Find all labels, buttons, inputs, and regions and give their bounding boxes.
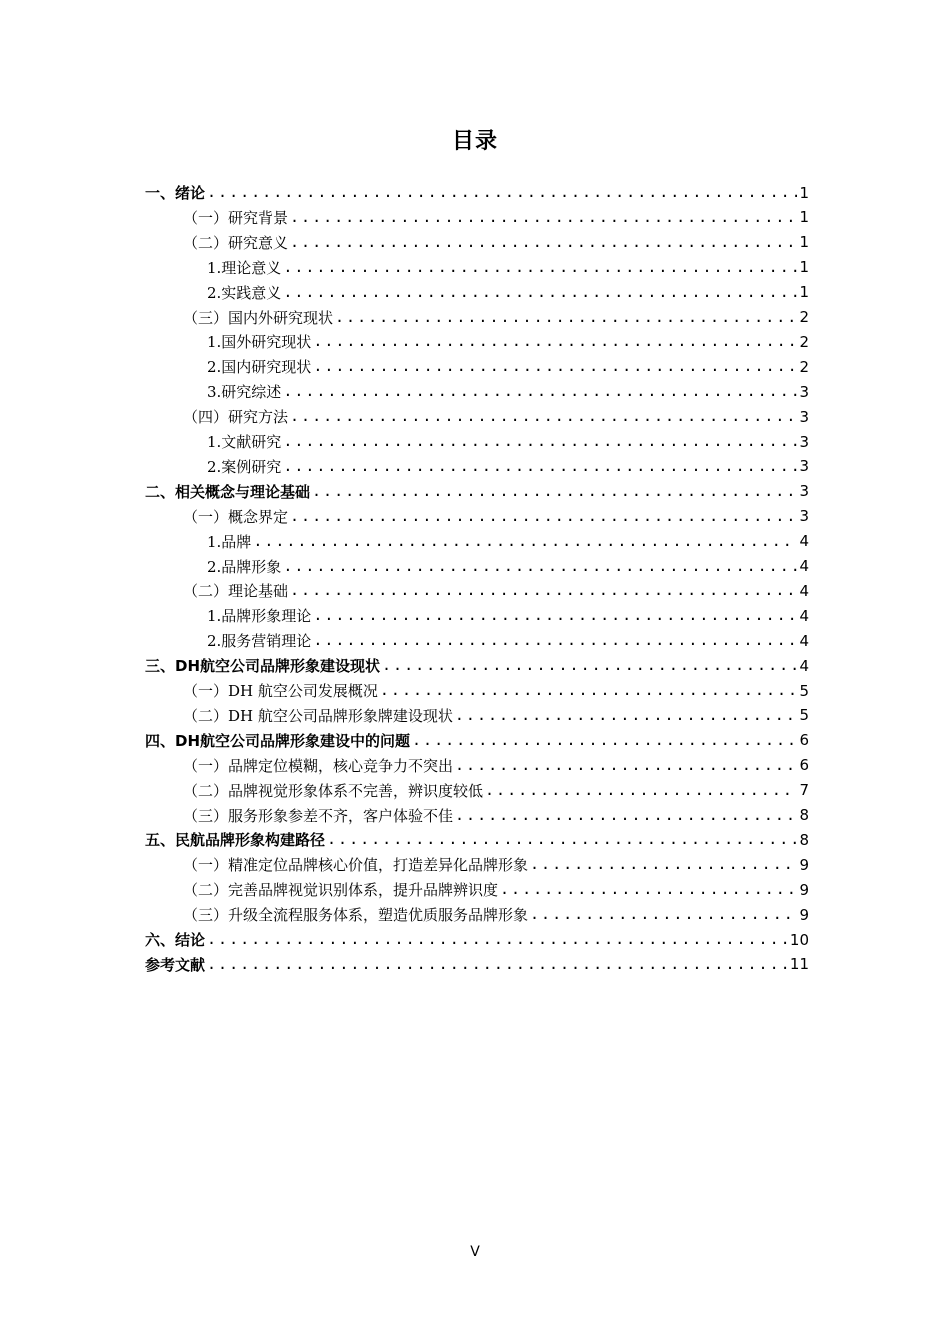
toc-entry[interactable] xyxy=(145,728,809,753)
toc-dot-leader xyxy=(207,927,788,952)
toc-entry-page-number: 8 xyxy=(799,806,809,824)
toc-entry[interactable] xyxy=(145,329,809,354)
toc-entry-label: （二）DH 航空公司品牌形象牌建设现状 xyxy=(183,706,453,725)
toc-dot-leader xyxy=(313,603,797,628)
toc-dot-leader xyxy=(283,255,797,280)
toc-entry-page-number: 5 xyxy=(799,706,809,725)
toc-dot-leader xyxy=(380,678,798,703)
toc-entry[interactable] xyxy=(145,603,809,628)
toc-entry[interactable] xyxy=(145,554,809,579)
toc-dot-leader xyxy=(290,205,797,230)
toc-dot-leader xyxy=(283,379,797,404)
toc-entry-page-number: 9 xyxy=(799,880,809,899)
toc-entry[interactable] xyxy=(145,703,809,728)
toc-entry-label: （四）研究方法 xyxy=(183,408,289,427)
toc-entry-label: 参考文献 xyxy=(145,955,206,974)
toc-entry[interactable] xyxy=(145,578,809,603)
toc-dot-leader xyxy=(290,578,797,603)
toc-entry-page-number: 3 xyxy=(799,457,809,476)
toc-entry[interactable] xyxy=(145,678,809,703)
toc-dot-leader xyxy=(485,778,797,803)
toc-entry-label: 2.国内研究现状 xyxy=(207,358,312,377)
toc-entry-label: （一）研究背景 xyxy=(183,208,289,227)
toc-entry-page-number: 4 xyxy=(799,581,809,600)
toc-dot-leader xyxy=(253,529,797,554)
toc-entry-page-number: 1 xyxy=(799,183,809,202)
toc-entry[interactable] xyxy=(145,205,809,230)
toc-entry-label: 六、结论 xyxy=(145,931,206,949)
toc-entry-label: 1.理论意义 xyxy=(207,258,282,277)
toc-entry-page-number: 1 xyxy=(799,233,809,252)
toc-entry-label: （一）品牌定位模糊，核心竞争力不突出 xyxy=(183,756,454,775)
toc-entry-page-number: 9 xyxy=(799,855,809,874)
toc-entry[interactable] xyxy=(145,354,809,379)
toc-dot-leader xyxy=(283,454,797,479)
toc-entry-page-number: 2 xyxy=(799,332,809,351)
toc-dot-leader xyxy=(455,753,797,778)
toc-entry-label: （三）国内外研究现状 xyxy=(183,308,334,327)
toc-dot-leader xyxy=(327,827,797,852)
toc-entry[interactable] xyxy=(145,753,809,778)
toc-dot-leader xyxy=(313,354,797,379)
toc-entry-label: （一）概念界定 xyxy=(183,507,289,526)
toc-dot-leader xyxy=(290,404,797,429)
toc-dot-leader xyxy=(455,803,797,828)
toc-entry-label: 2.服务营销理论 xyxy=(207,632,312,651)
toc-entry-page-number: 1 xyxy=(799,208,809,227)
toc-entry-label: （一）精准定位品牌核心价值，打造差异化品牌形象 xyxy=(183,856,529,875)
toc-entry[interactable] xyxy=(145,404,809,429)
toc-entry-page-number: 4 xyxy=(799,631,809,650)
toc-entry-label: 三、DH航空公司品牌形象建设现状 xyxy=(145,657,381,676)
toc-entry-label: 1.文献研究 xyxy=(207,433,282,451)
toc-entry[interactable] xyxy=(145,529,809,554)
toc-entry[interactable] xyxy=(145,902,809,927)
toc-entry[interactable] xyxy=(145,852,809,877)
toc-entry-page-number: 10 xyxy=(789,930,809,949)
toc-entry-page-number: 4 xyxy=(799,606,809,625)
toc-entry[interactable] xyxy=(145,778,809,803)
toc-dot-leader xyxy=(283,280,797,305)
toc-entry-label: 1.品牌 xyxy=(207,532,252,551)
toc-entry[interactable] xyxy=(145,628,809,653)
toc-entry-label: （三）服务形象参差不齐，客户体验不佳 xyxy=(183,806,454,825)
toc-entry[interactable] xyxy=(145,877,809,902)
toc-dot-leader xyxy=(313,329,797,354)
toc-entry-page-number: 6 xyxy=(799,756,809,775)
toc-entry-page-number: 11 xyxy=(789,955,809,974)
toc-entry-page-number: 9 xyxy=(799,905,809,924)
toc-entry[interactable] xyxy=(145,454,809,479)
toc-dot-leader xyxy=(412,728,797,753)
page-footer-number: V xyxy=(470,1244,480,1260)
toc-entry[interactable] xyxy=(145,230,809,255)
toc-entry-page-number: 1 xyxy=(799,258,809,277)
toc-entry-label: 2.品牌形象 xyxy=(207,557,282,576)
toc-entry-page-number: 4 xyxy=(799,656,809,675)
toc-entry-label: 二、相关概念与理论基础 xyxy=(145,482,311,501)
toc-entry-page-number: 2 xyxy=(799,357,809,376)
toc-entry-label: 2.案例研究 xyxy=(207,457,282,476)
toc-entry-page-number: 5 xyxy=(799,681,809,700)
toc-entry-label: （二）完善品牌视觉识别体系，提升品牌辨识度 xyxy=(183,881,499,900)
toc-entry-page-number: 4 xyxy=(799,532,809,551)
toc-entry[interactable] xyxy=(145,429,809,454)
toc-entry-label: （三）升级全流程服务体系，塑造优质服务品牌形象 xyxy=(183,906,529,925)
toc-entry-page-number: 4 xyxy=(799,557,809,575)
toc-entry[interactable] xyxy=(145,479,809,504)
toc-entry-label: （二）理论基础 xyxy=(183,582,289,601)
toc-entry-label: （二）品牌视觉形象体系不完善，辨识度较低 xyxy=(183,781,484,800)
toc-entry-label: 1.国外研究现状 xyxy=(207,333,312,352)
toc-entry-page-number: 1 xyxy=(799,283,809,302)
toc-entry[interactable] xyxy=(145,379,809,404)
toc-entry-page-number: 6 xyxy=(799,731,809,750)
toc-entry-label: （一）DH 航空公司发展概况 xyxy=(183,682,378,700)
toc-entry-page-number: 3 xyxy=(799,382,809,401)
toc-entry[interactable] xyxy=(145,827,809,852)
toc-entry-page-number: 3 xyxy=(799,407,809,426)
toc-entry-page-number: 3 xyxy=(799,482,809,501)
toc-dot-leader xyxy=(335,305,797,330)
toc-entry-page-number: 8 xyxy=(799,830,809,849)
toc-entry-page-number: 3 xyxy=(799,432,809,451)
toc-dot-leader xyxy=(283,429,797,454)
toc-dot-leader xyxy=(290,230,797,255)
toc-entry-label: 四、DH航空公司品牌形象建设中的问题 xyxy=(145,731,411,750)
toc-dot-leader xyxy=(500,877,797,902)
toc-entry-label: 五、民航品牌形象构建路径 xyxy=(145,831,326,850)
toc-entry[interactable] xyxy=(145,927,809,952)
toc-entry-label: 1.品牌形象理论 xyxy=(207,607,312,626)
toc-entry[interactable] xyxy=(145,952,809,977)
toc-dot-leader xyxy=(290,504,797,529)
toc-entry[interactable] xyxy=(145,180,809,205)
toc-entry[interactable] xyxy=(145,653,809,678)
toc-dot-leader xyxy=(207,180,797,205)
toc-entry[interactable] xyxy=(145,504,809,529)
toc-entry-label: 一、绪论 xyxy=(145,184,206,202)
toc-entry[interactable] xyxy=(145,803,809,828)
toc-entry-label: （二）研究意义 xyxy=(183,233,289,252)
toc-entry[interactable] xyxy=(145,305,809,330)
toc-dot-leader xyxy=(455,703,798,728)
toc-dot-leader xyxy=(382,653,797,678)
toc-entry-label: 3.研究综述 xyxy=(207,383,282,402)
toc-dot-leader xyxy=(312,479,797,504)
toc-title: 目录 xyxy=(451,129,498,154)
toc-entry-page-number: 2 xyxy=(799,308,809,326)
toc-entry-page-number: 7 xyxy=(799,781,809,800)
toc-dot-leader xyxy=(313,628,797,653)
toc-entry-page-number: 3 xyxy=(799,507,809,526)
toc-entry[interactable] xyxy=(145,255,809,280)
toc-entry-label: 2.实践意义 xyxy=(207,283,282,302)
toc-dot-leader xyxy=(283,554,797,579)
toc-dot-leader xyxy=(530,852,797,877)
toc-entry[interactable] xyxy=(145,280,809,305)
toc-dot-leader xyxy=(530,902,797,927)
toc-dot-leader xyxy=(207,952,788,977)
